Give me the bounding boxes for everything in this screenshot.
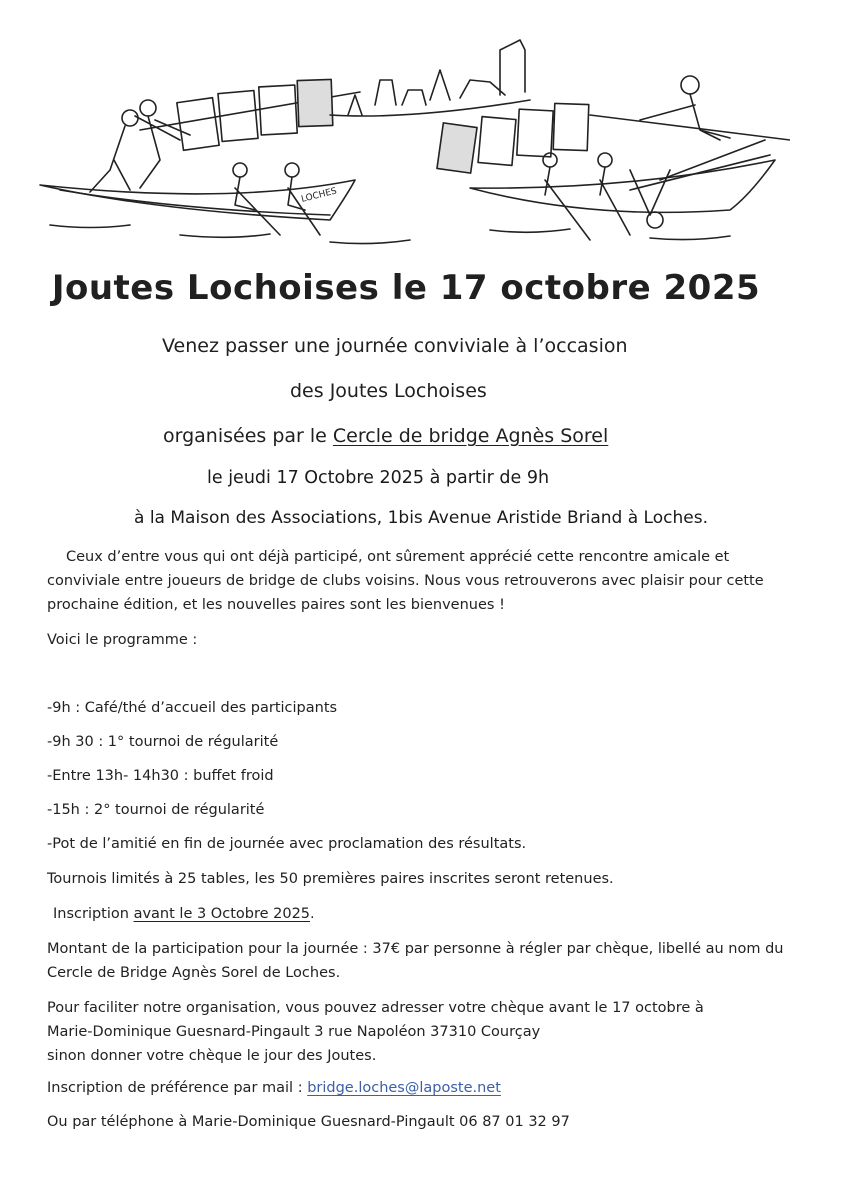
mail-line: [47, 1080, 501, 1096]
intro-line-1: Venez passer une journée conviviale à l’occasion: [162, 335, 628, 357]
inscription-line: [53, 906, 315, 922]
program-item: -Pot de l’amitié en fin de journée avec proclamation des résultats.: [47, 836, 527, 852]
limits-line: Tournois limités à 25 tables, les 50 premières paires inscrites seront retenues.: [47, 871, 614, 887]
paragraph-line: Ceux d’entre vous qui ont déjà participé, ont sûrement apprécié cette rencontre amicale et: [66, 549, 730, 565]
inscription-prefix: Inscription: [53, 906, 134, 922]
program-item: -15h : 2° tournoi de régularité: [47, 802, 265, 818]
organizer-name: Cercle de bridge Agnès Sorel: [332, 425, 609, 447]
program-item: -9h 30 : 1° tournoi de régularité: [47, 734, 279, 750]
intro-line-2: des Joutes Lochoises: [290, 380, 487, 402]
jousting-boats-illustration: [30, 20, 790, 265]
organizer-line: [163, 425, 608, 447]
inscription-deadline: avant le 3 Octobre 2025: [133, 906, 311, 922]
fee-line: Montant de la participation pour la journée : 37€ par personne à régler par chèque, libellé au nom du: [47, 941, 784, 957]
location-line: à la Maison des Associations, 1bis Avenue Aristide Briand à Loches.: [134, 508, 708, 528]
date-line: le jeudi 17 Octobre 2025 à partir de 9h: [207, 468, 550, 488]
email-link[interactable]: bridge.loches@laposte.net: [307, 1080, 501, 1096]
send-line: sinon donner votre chèque le jour des Joutes.: [47, 1048, 377, 1064]
program-item: -Entre 13h- 14h30 : buffet froid: [47, 768, 274, 784]
program-heading: Voici le programme :: [47, 632, 198, 648]
send-line: Marie-Dominique Guesnard-Pingault 3 rue Napoléon 37310 Courçay: [47, 1024, 541, 1040]
inscription-suffix: .: [310, 906, 315, 922]
page-title: Joutes Lochoises le 17 octobre 2025: [51, 268, 761, 308]
paragraph-line: prochaine édition, et les nouvelles paires sont les bienvenues !: [47, 597, 505, 613]
fee-line: Cercle de Bridge Agnès Sorel de Loches.: [47, 965, 341, 981]
boat-label: LOCHES: [300, 186, 338, 205]
program-item: -9h : Café/thé d’accueil des participants: [47, 700, 338, 716]
paragraph-line: conviviale entre joueurs de bridge de clubs voisins. Nous vous retrouverons avec plaisir pour cette: [47, 573, 764, 589]
organizer-prefix: organisées par le: [163, 425, 333, 447]
phone-line: Ou par téléphone à Marie-Dominique Guesnard-Pingault 06 87 01 32 97: [47, 1114, 570, 1130]
mail-prefix: Inscription de préférence par mail :: [47, 1080, 308, 1096]
send-line: Pour faciliter notre organisation, vous pouvez adresser votre chèque avant le 17 octobre à: [47, 1000, 704, 1016]
